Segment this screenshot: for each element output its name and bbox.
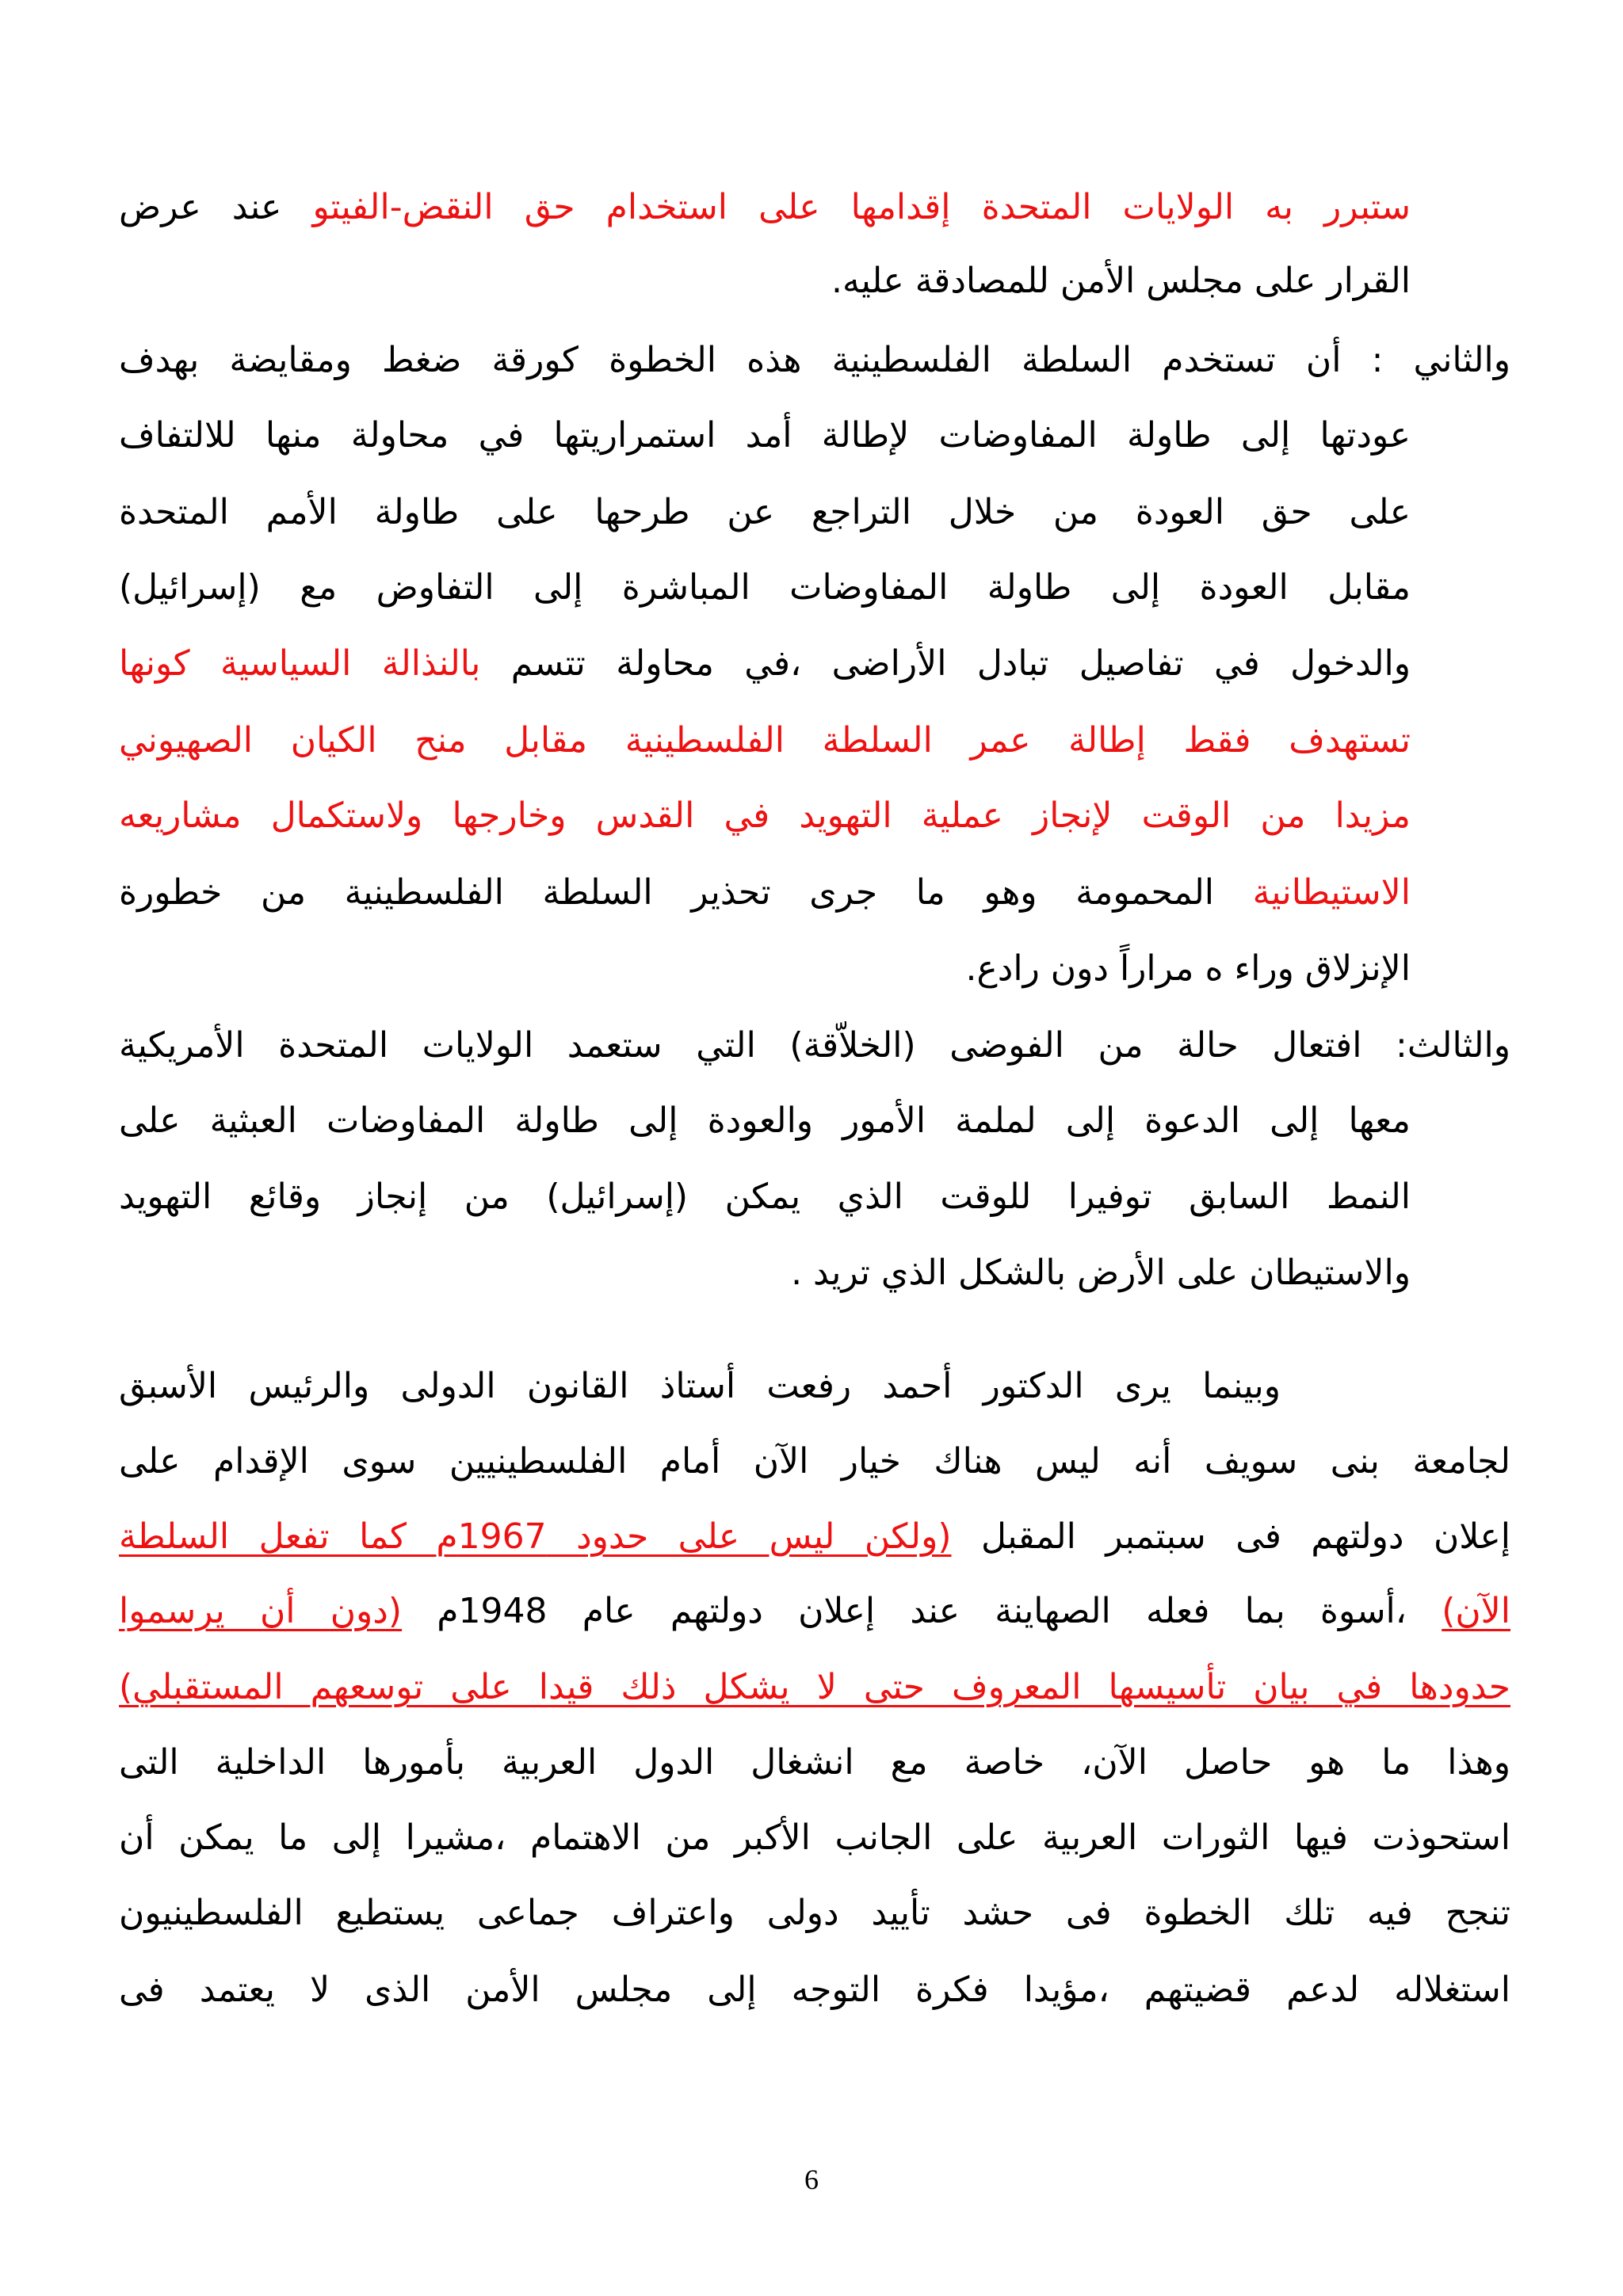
text-line-18 (119, 1513, 1510, 1561)
text-segment: عودتها إلى طاولة المفاوضات لإطالة أمد استمراريتها في محاولة منها للالتفاف (119, 415, 1411, 456)
text-segment: النمط السابق توفيرا للوقت الذي يمكن (إسرائيل) من إنجاز وقائع التهويد (119, 1177, 1411, 1217)
text-line-13 (119, 1097, 1411, 1145)
text-segment: الإنزلاق وراء ه مراراً دون رادع. (965, 948, 1411, 989)
text-line-19 (119, 1588, 1510, 1635)
text-segment: استغلاله لدعم قضيتهم ،مؤيدا فكرة التوجه إلى مجلس الأمن الذى لا يعتمد فى (119, 1970, 1510, 2010)
text-line-6 (119, 564, 1411, 612)
text-line-20 (119, 1664, 1510, 1711)
text-line-5 (119, 489, 1411, 536)
text-line-2 (119, 257, 1411, 305)
text-line-17 (119, 1438, 1510, 1486)
text-line-7 (119, 640, 1411, 688)
text-segment: القرار على مجلس الأمن للمصادقة عليه. (831, 261, 1411, 301)
text-segment: معها إلى الدعوة إلى لملمة الأمور والعودة إلى طاولة المفاوضات العبثية على (119, 1100, 1411, 1141)
text-segment: لجامعة بنى سويف أنه ليس هناك خيار الآن أمام الفلسطينيين سوى الإقدام على (119, 1441, 1510, 1482)
text-segment: وهذا ما هو حاصل الآن، خاصة مع انشغال الدول العربية بأمورها الداخلية التى (119, 1742, 1510, 1783)
text-line-1 (119, 184, 1411, 231)
highlighted-text: الاستيطانية (1252, 872, 1411, 913)
text-segment: استحوذت فيها الثورات العربية على الجانب الأكبر من الاهتمام ،مشيرا إلى ما يمكن أن (119, 1817, 1510, 1858)
text-segment: ،أسوة بما فعله الصهاينة عند إعلان دولتهم عام 1948م (402, 1591, 1442, 1631)
text-segment: تنجح فيه تلك الخطوة فى حشد تأييد دولى واعتراف جماعى يستطيع الفلسطينيون (119, 1893, 1510, 1933)
text-line-10 (119, 869, 1411, 917)
text-line-21 (119, 1739, 1510, 1787)
text-line-23 (119, 1890, 1510, 1937)
text-segment: مقابل العودة إلى طاولة المفاوضات المباشرة إلى التفاوض مع (إسرائيل) (119, 567, 1411, 608)
underlined-highlight: (ولكن ليس على حدود 1967م كما تفعل السلطة (119, 1516, 952, 1557)
text-line-14 (119, 1173, 1411, 1221)
text-line-24 (119, 1966, 1510, 2014)
text-segment: عند عرض (119, 187, 313, 227)
text-segment: المحمومة وهو ما جرى تحذير السلطة الفلسطينية من خطورة (119, 872, 1253, 913)
underlined-highlight: حدودها في بيان تأسيسها المعروف حتى لا يشكل ذلك قيدا على توسعهم المستقبلي) (119, 1667, 1510, 1707)
text-segment: على حق العودة من خلال التراجع عن طرحها على طاولة الأمم المتحدة (119, 492, 1411, 532)
text-line-15 (119, 1249, 1411, 1297)
text-segment: والثالث: افتعال حالة من الفوضى (الخلاّقة) التي ستعمد الولايات المتحدة الأمريكية (119, 1025, 1510, 1066)
underlined-highlight: الآن) (1442, 1591, 1510, 1631)
text-line-16 (119, 1363, 1281, 1410)
text-segment: والاستيطان على الأرض بالشكل الذي تريد . (791, 1253, 1411, 1293)
text-line-22 (119, 1814, 1510, 1862)
highlighted-text: تستهدف فقط إطالة عمر السلطة الفلسطينية مقابل منح الكيان الصهيوني (119, 720, 1411, 761)
page-number: 6 (804, 2164, 819, 2195)
text-line-4 (119, 412, 1411, 460)
text-segment: إعلان دولتهم فى سبتمبر المقبل (951, 1516, 1511, 1557)
highlighted-text: بالنذالة السياسية كونها (119, 643, 481, 684)
text-segment: وبينما يرى الدكتور أحمد رفعت أستاذ القانون الدولى والرئيس الأسبق (119, 1366, 1281, 1406)
underlined-highlight: (دون أن يرسموا (119, 1591, 403, 1631)
text-line-11 (119, 945, 1411, 993)
text-line-3 (119, 337, 1510, 384)
text-segment: والثاني : أن تستخدم السلطة الفلسطينية هذه الخطوة كورقة ضغط ومقايضة بهدف (119, 340, 1510, 380)
text-line-8 (119, 717, 1411, 765)
text-line-9 (119, 792, 1411, 840)
text-line-12 (119, 1022, 1510, 1070)
highlighted-text: مزيدا من الوقت لإنجاز عملية التهويد في القدس وخارجها ولاستكمال مشاريعه (119, 795, 1411, 836)
text-segment: والدخول في تفاصيل تبادل الأراضى ،في محاولة تتسم (480, 643, 1411, 684)
highlighted-text: ستبرر به الولايات المتحدة إقدامها على استخدام حق النقض-الفيتو (312, 187, 1411, 227)
